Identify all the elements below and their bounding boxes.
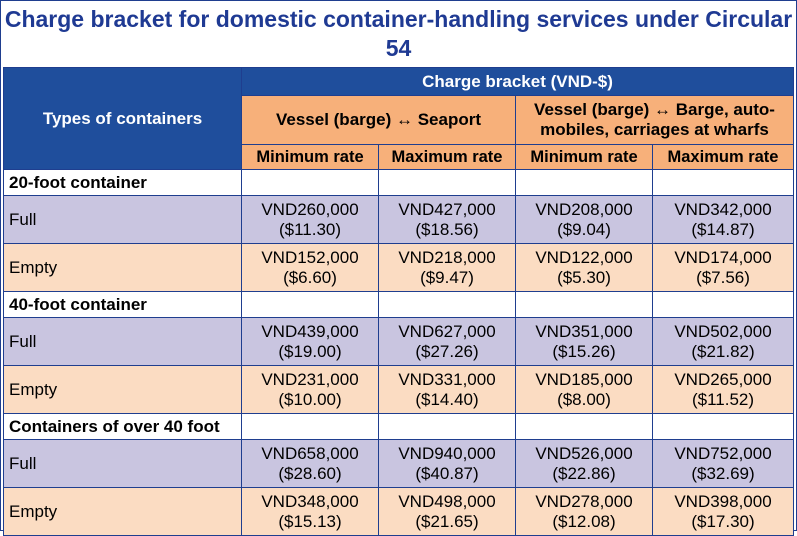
rate-usd: ($9.04): [557, 219, 611, 239]
row-type-label: Empty: [4, 366, 242, 414]
rate-usd: ($7.56): [696, 267, 750, 287]
rate-vnd: VND351,000: [535, 321, 633, 341]
row-type-label: Full: [4, 318, 242, 366]
rate-cell: [242, 488, 379, 536]
rate-cell: [653, 318, 794, 366]
rate-vnd: VND427,000: [398, 199, 496, 219]
rate-usd: ($19.00): [278, 341, 342, 361]
rate-usd: ($8.00): [557, 389, 611, 409]
section-row: [4, 292, 794, 318]
rate-cell: [242, 318, 379, 366]
section-row: [4, 414, 794, 440]
rate-vnd: VND231,000: [261, 369, 359, 389]
max-rate-header: Maximum rate: [653, 145, 794, 170]
rate-cell: [653, 366, 794, 414]
rate-cell: [653, 244, 794, 292]
rate-usd: ($21.82): [691, 341, 755, 361]
group-header-wharfs-line2: mobiles, carriages at wharfs: [540, 120, 769, 139]
group-header-wharfs-line1: Vessel (barge) ↔ Barge, auto-: [534, 100, 775, 119]
rate-vnd: VND627,000: [398, 321, 496, 341]
rate-usd: ($14.87): [691, 219, 755, 239]
empty-cell: [516, 414, 653, 440]
rate-vnd: VND439,000: [261, 321, 359, 341]
rate-vnd: VND265,000: [674, 369, 772, 389]
rate-usd: ($6.60): [283, 267, 337, 287]
rate-cell: [516, 196, 653, 244]
table-row: [4, 440, 794, 488]
rate-vnd: VND152,000: [261, 247, 359, 267]
rate-vnd: VND348,000: [261, 491, 359, 511]
rate-cell: [379, 318, 516, 366]
rate-vnd: VND342,000: [674, 199, 772, 219]
rate-vnd: VND940,000: [398, 443, 496, 463]
empty-cell: [242, 414, 379, 440]
rate-usd: ($40.87): [415, 463, 479, 483]
empty-cell: [653, 414, 794, 440]
types-header: Types of containers: [4, 68, 242, 170]
rate-cell: [379, 244, 516, 292]
rate-usd: ($14.40): [415, 389, 479, 409]
rate-vnd: VND526,000: [535, 443, 633, 463]
empty-cell: [516, 292, 653, 318]
max-rate-header: Maximum rate: [379, 145, 516, 170]
rate-cell: [379, 488, 516, 536]
rate-cell: [516, 244, 653, 292]
rate-usd: ($5.30): [557, 267, 611, 287]
rate-usd: ($9.47): [420, 267, 474, 287]
rate-usd: ($15.13): [278, 511, 342, 531]
section-label: 20-foot container: [4, 170, 242, 196]
rate-vnd: VND331,000: [398, 369, 496, 389]
rate-usd: ($32.69): [691, 463, 755, 483]
rate-cell: [242, 244, 379, 292]
row-type-label: Empty: [4, 244, 242, 292]
rate-usd: ($28.60): [278, 463, 342, 483]
rate-usd: ($22.86): [552, 463, 616, 483]
min-rate-header: Minimum rate: [242, 145, 379, 170]
rate-vnd: VND218,000: [398, 247, 496, 267]
rate-cell: [516, 366, 653, 414]
section-label: 40-foot container: [4, 292, 242, 318]
rate-cell: [379, 440, 516, 488]
rate-cell: [516, 488, 653, 536]
row-type-label: Full: [4, 440, 242, 488]
rate-usd: ($17.30): [691, 511, 755, 531]
group-header-wharfs: [516, 96, 794, 145]
rate-cell: [516, 440, 653, 488]
table-row: [4, 318, 794, 366]
rate-usd: ($18.56): [415, 219, 479, 239]
charge-table: [3, 67, 794, 536]
rate-usd: ($10.00): [278, 389, 342, 409]
empty-cell: [516, 170, 653, 196]
rate-cell: [653, 196, 794, 244]
empty-cell: [379, 170, 516, 196]
page-title: Charge bracket for domestic container-handling services under Circular 54: [4, 6, 793, 61]
table-row: [4, 366, 794, 414]
empty-cell: [653, 170, 794, 196]
section-label: Containers of over 40 foot: [4, 414, 242, 440]
row-type-label: Empty: [4, 488, 242, 536]
rate-vnd: VND398,000: [674, 491, 772, 511]
rate-vnd: VND260,000: [261, 199, 359, 219]
rate-vnd: VND174,000: [674, 247, 772, 267]
min-rate-header: Minimum rate: [516, 145, 653, 170]
rate-usd: ($11.52): [691, 389, 755, 409]
rate-vnd: VND278,000: [535, 491, 633, 511]
rate-usd: ($12.08): [552, 511, 616, 531]
rate-usd: ($21.65): [415, 511, 479, 531]
rate-vnd: VND208,000: [535, 199, 633, 219]
rate-usd: ($11.30): [278, 219, 342, 239]
rate-usd: ($27.26): [415, 341, 479, 361]
rate-vnd: VND122,000: [535, 247, 633, 267]
rate-vnd: VND185,000: [535, 369, 633, 389]
rate-vnd: VND658,000: [261, 443, 359, 463]
empty-cell: [242, 170, 379, 196]
bracket-header: Charge bracket (VND-$): [242, 68, 794, 96]
rate-cell: [242, 196, 379, 244]
group-header-seaport: Vessel (barge) ↔ Seaport: [242, 96, 516, 145]
empty-cell: [653, 292, 794, 318]
rate-cell: [653, 488, 794, 536]
rate-cell: [379, 196, 516, 244]
rate-cell: [242, 440, 379, 488]
empty-cell: [379, 414, 516, 440]
rate-cell: [379, 366, 516, 414]
rate-vnd: VND502,000: [674, 321, 772, 341]
rate-cell: [653, 440, 794, 488]
rate-vnd: VND498,000: [398, 491, 496, 511]
section-row: [4, 170, 794, 196]
table-row: [4, 244, 794, 292]
empty-cell: [379, 292, 516, 318]
rate-usd: ($15.26): [552, 341, 616, 361]
rate-vnd: VND752,000: [674, 443, 772, 463]
table-row: [4, 488, 794, 536]
empty-cell: [242, 292, 379, 318]
rate-cell: [242, 366, 379, 414]
row-type-label: Full: [4, 196, 242, 244]
table-row: [4, 196, 794, 244]
rate-cell: [516, 318, 653, 366]
